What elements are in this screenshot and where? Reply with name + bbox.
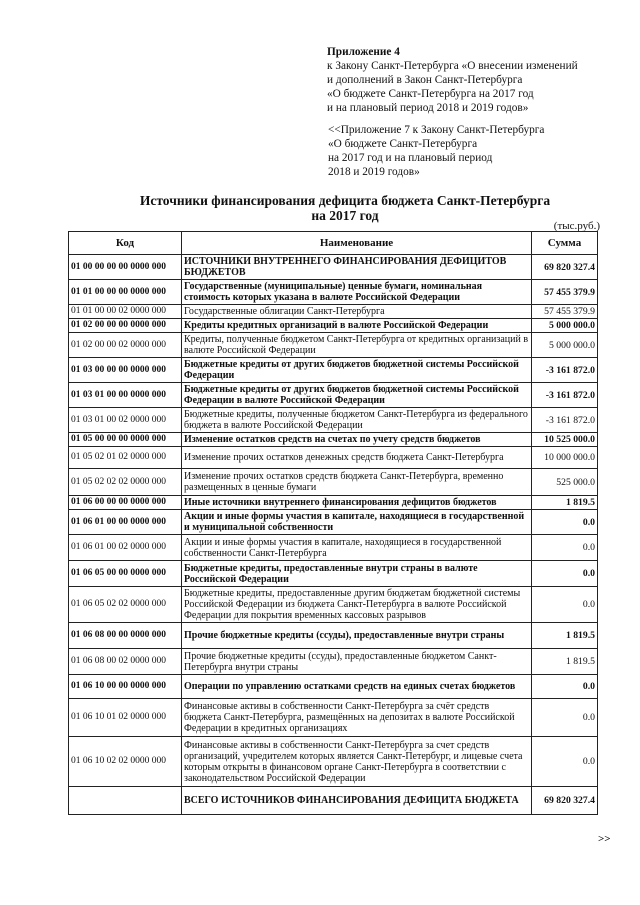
row-sum: 5 000 000.0 — [532, 319, 598, 333]
table-row — [69, 737, 598, 787]
appendix-ref-line: 2018 и 2019 годов» — [328, 166, 420, 178]
header-code: Код — [69, 232, 182, 255]
closing-mark: >> — [598, 833, 611, 845]
row-code: 01 03 00 00 00 0000 000 — [69, 358, 182, 383]
row-sum: 0.0 — [532, 561, 598, 587]
row-name: ИСТОЧНИКИ ВНУТРЕННЕГО ФИНАНСИРОВАНИЯ ДЕФИЦИТОВ БЮДЖЕТОВ — [182, 255, 532, 280]
row-sum: 57 455 379.9 — [532, 280, 598, 305]
appendix-reference-block — [328, 123, 628, 179]
table-row — [69, 358, 598, 383]
appendix-line: и дополнений в Закон Санкт-Петербурга — [327, 74, 523, 86]
row-code — [69, 787, 182, 815]
row-sum: 0.0 — [532, 535, 598, 561]
row-sum: 10 000 000.0 — [532, 447, 598, 469]
table-row — [69, 675, 598, 699]
table-row — [69, 535, 598, 561]
table-row — [69, 787, 598, 815]
units-label: (тыс.руб.) — [553, 220, 600, 232]
appendix-line: «О бюджете Санкт-Петербурга на 2017 год — [327, 88, 534, 100]
table-row — [69, 469, 598, 496]
row-name: Кредиты кредитных организаций в валюте Российской Федерации — [182, 319, 532, 333]
row-code: 01 06 08 00 02 0000 000 — [69, 649, 182, 675]
document-title-line1: Источники финансирования дефицита бюджета Санкт-Петербурга — [139, 193, 551, 208]
table-row — [69, 433, 598, 447]
row-name: Финансовые активы в собственности Санкт-Петербурга за счет средств организаций, учредителем которых является Санкт-Петербург, и лицевые счета которым открыты в финансовом органе Санкт-Петербурга в соответствии с законодательством Российской Федерации — [182, 737, 532, 787]
table-row — [69, 383, 598, 408]
appendix-ref-line: <<Приложение 7 к Закону Санкт-Петербурга — [328, 124, 545, 136]
table-row — [69, 561, 598, 587]
table-header-row — [69, 232, 598, 255]
table-row — [69, 649, 598, 675]
row-sum: 1 819.5 — [532, 496, 598, 510]
row-sum: 0.0 — [532, 737, 598, 787]
row-sum: 0.0 — [532, 587, 598, 623]
appendix-title: Приложение 4 — [327, 46, 400, 58]
row-sum: -3 161 872.0 — [532, 408, 598, 433]
row-sum: 0.0 — [532, 510, 598, 535]
row-code: 01 06 01 00 02 0000 000 — [69, 535, 182, 561]
table-row — [69, 496, 598, 510]
row-name: Бюджетные кредиты, полученные бюджетом Санкт-Петербурга из федерального бюджета в валюте Российской Федерации — [182, 408, 532, 433]
appendix-ref-line: на 2017 год и на плановый период — [328, 152, 493, 164]
row-code: 01 06 10 00 00 0000 000 — [69, 675, 182, 699]
row-code: 01 06 05 02 02 0000 000 — [69, 587, 182, 623]
table-row — [69, 319, 598, 333]
row-name: Изменение остатков средств на счетах по учету средств бюджетов — [182, 433, 532, 447]
table-row — [69, 699, 598, 737]
table-body — [69, 255, 598, 815]
row-sum: 1 819.5 — [532, 649, 598, 675]
financing-sources-table — [68, 231, 598, 815]
appendix-ref-line: «О бюджете Санкт-Петербурга — [328, 138, 478, 150]
appendix-line: к Закону Санкт-Петербурга «О внесении изменений — [327, 60, 578, 72]
row-sum: 525 000.0 — [532, 469, 598, 496]
row-code: 01 00 00 00 00 0000 000 — [69, 255, 182, 280]
table-row — [69, 587, 598, 623]
table-row — [69, 305, 598, 319]
table-row — [69, 408, 598, 433]
row-name: Прочие бюджетные кредиты (ссуды), предоставленные внутри страны — [182, 623, 532, 649]
table-row — [69, 333, 598, 358]
table-row — [69, 255, 598, 280]
row-sum: 69 820 327.4 — [532, 787, 598, 815]
row-code: 01 06 10 01 02 0000 000 — [69, 699, 182, 737]
row-sum: 10 525 000.0 — [532, 433, 598, 447]
row-name: Бюджетные кредиты от других бюджетов бюджетной системы Российской Федерации в валюте Российской Федерации — [182, 383, 532, 408]
row-code: 01 02 00 00 00 0000 000 — [69, 319, 182, 333]
row-code: 01 06 01 00 00 0000 000 — [69, 510, 182, 535]
row-code: 01 03 01 00 00 0000 000 — [69, 383, 182, 408]
row-code: 01 05 00 00 00 0000 000 — [69, 433, 182, 447]
appendix-block — [327, 45, 627, 115]
row-sum: -3 161 872.0 — [532, 358, 598, 383]
row-sum: 5 000 000.0 — [532, 333, 598, 358]
row-name: Изменение прочих остатков средств бюджета Санкт-Петербурга, временно размещенных в ценные бумаги — [182, 469, 532, 496]
row-sum: 0.0 — [532, 699, 598, 737]
row-name: Бюджетные кредиты, предоставленные другим бюджетам бюджетной системы Российской Федерации из бюджета Санкт-Петербурга в валюте Российской Федерации для покрытия временных кассовых разрывов — [182, 587, 532, 623]
table-row — [69, 280, 598, 305]
row-sum: 69 820 327.4 — [532, 255, 598, 280]
row-name: Иные источники внутреннего финансирования дефицитов бюджетов — [182, 496, 532, 510]
table-row — [69, 447, 598, 469]
row-name: Бюджетные кредиты, предоставленные внутри страны в валюте Российской Федерации — [182, 561, 532, 587]
header-sum: Сумма — [532, 232, 598, 255]
row-name: Государственные (муниципальные) ценные бумаги, номинальная стоимость которых указана в валюте Российской Федерации — [182, 280, 532, 305]
document-title-line2: на 2017 год — [311, 208, 379, 223]
table-row — [69, 623, 598, 649]
row-code: 01 05 02 01 02 0000 000 — [69, 447, 182, 469]
appendix-line: и на плановый период 2018 и 2019 годов» — [327, 102, 529, 114]
row-name: Финансовые активы в собственности Санкт-Петербурга за счёт средств бюджета Санкт-Петербурга, размещённых на депозитах в валюте Российской Федерации в кредитных организациях — [182, 699, 532, 737]
row-code: 01 02 00 00 02 0000 000 — [69, 333, 182, 358]
row-name: Операции по управлению остатками средств на единых счетах бюджетов — [182, 675, 532, 699]
row-code: 01 06 05 00 00 0000 000 — [69, 561, 182, 587]
row-code: 01 01 00 00 00 0000 000 — [69, 280, 182, 305]
row-name: Прочие бюджетные кредиты (ссуды), предоставленные бюджетом Санкт-Петербурга внутри страны — [182, 649, 532, 675]
row-sum: 57 455 379.9 — [532, 305, 598, 319]
row-name: Бюджетные кредиты от других бюджетов бюджетной системы Российской Федерации — [182, 358, 532, 383]
row-sum: 0.0 — [532, 675, 598, 699]
row-code: 01 03 01 00 02 0000 000 — [69, 408, 182, 433]
row-code: 01 01 00 00 02 0000 000 — [69, 305, 182, 319]
document-title — [100, 193, 590, 223]
table-row — [69, 510, 598, 535]
row-name: ВСЕГО ИСТОЧНИКОВ ФИНАНСИРОВАНИЯ ДЕФИЦИТА БЮДЖЕТА — [182, 787, 532, 815]
row-name: Акции и иные формы участия в капитале, находящиеся в государственной и муниципальной собственности — [182, 510, 532, 535]
row-sum: -3 161 872.0 — [532, 383, 598, 408]
header-name: Наименование — [182, 232, 532, 255]
row-code: 01 06 08 00 00 0000 000 — [69, 623, 182, 649]
row-name: Акции и иные формы участия в капитале, находящиеся в государственной собственности Санкт-Петербурга — [182, 535, 532, 561]
row-code: 01 05 02 02 02 0000 000 — [69, 469, 182, 496]
row-name: Государственные облигации Санкт-Петербурга — [182, 305, 532, 319]
row-name: Изменение прочих остатков денежных средств бюджета Санкт-Петербурга — [182, 447, 532, 469]
row-name: Кредиты, полученные бюджетом Санкт-Петербурга от кредитных организаций в валюте Российской Федерации — [182, 333, 532, 358]
row-code: 01 06 00 00 00 0000 000 — [69, 496, 182, 510]
row-sum: 1 819.5 — [532, 623, 598, 649]
row-code: 01 06 10 02 02 0000 000 — [69, 737, 182, 787]
